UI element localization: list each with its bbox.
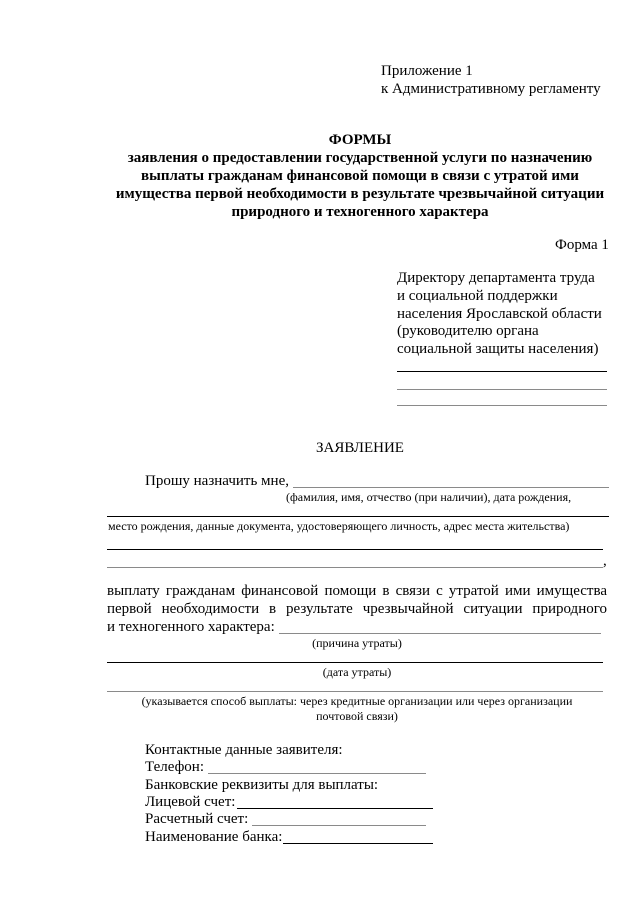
personal-account-field[interactable] bbox=[237, 808, 433, 809]
appendix-reference: к Административному регламенту bbox=[381, 81, 601, 97]
applicant-address-line-2[interactable] bbox=[107, 567, 603, 568]
personal-account-label: Лицевой счет: bbox=[145, 794, 236, 810]
settlement-account-field[interactable] bbox=[252, 825, 426, 826]
addressee-fill-line-1[interactable] bbox=[397, 371, 607, 372]
addressee-line-4: (руководителю органа bbox=[397, 323, 539, 339]
title-line-1: заявления о предоставлении государственной услуги по назначению bbox=[127, 150, 593, 166]
addressee-line-3: населения Ярославской области bbox=[397, 306, 602, 322]
bank-name-field[interactable] bbox=[283, 843, 433, 844]
phone-field[interactable] bbox=[208, 773, 426, 774]
hint-date: (дата утраты) bbox=[322, 665, 392, 679]
loss-date-field[interactable] bbox=[107, 662, 603, 663]
addressee-line-5: социальной защиты населения) bbox=[397, 341, 599, 357]
payment-method-field[interactable] bbox=[107, 691, 603, 692]
hint-reason: (причина утраты) bbox=[312, 636, 402, 650]
contacts-heading: Контактные данные заявителя: bbox=[145, 742, 343, 758]
addressee-line-2: и социальной поддержки bbox=[397, 288, 558, 304]
statement-heading: ЗАЯВЛЕНИЕ bbox=[316, 440, 404, 456]
hint-birthplace: место рождения, данные документа, удостоверяющего личность, адрес места жительства) bbox=[108, 519, 570, 533]
hint-payment-1: (указывается способ выплаты: через кредитные организации или через организации bbox=[141, 694, 573, 708]
title-line-4: природного и техногенного характера bbox=[231, 204, 489, 220]
addressee-line-1: Директору департамента труда bbox=[397, 270, 595, 286]
applicant-name-field[interactable] bbox=[293, 487, 609, 488]
appendix-number: Приложение 1 bbox=[381, 63, 473, 79]
title-line-2: выплаты гражданам финансовой помощи в связи с утратой ими bbox=[141, 168, 579, 184]
body-line-1: выплату гражданам финансовой помощи в связи с утратой ими имущества bbox=[107, 583, 607, 599]
hint-payment-2: почтовой связи) bbox=[316, 709, 398, 723]
hint-person: (фамилия, имя, отчество (при наличии), дата рождения, bbox=[286, 490, 572, 504]
loss-reason-field[interactable] bbox=[279, 633, 601, 634]
body-line-2: первой необходимости в результате чрезвычайной ситуации природного bbox=[107, 601, 607, 617]
addressee-fill-line-3[interactable] bbox=[397, 405, 607, 406]
form-label: Форма 1 bbox=[555, 237, 609, 253]
bank-details-label: Банковские реквизиты для выплаты: bbox=[145, 777, 379, 793]
phone-label: Телефон: bbox=[145, 759, 204, 775]
addressee-fill-line-2[interactable] bbox=[397, 389, 607, 390]
title-line-3: имущества первой необходимости в результате чрезвычайной ситуации bbox=[115, 186, 605, 202]
trailing-comma: , bbox=[603, 553, 607, 569]
title-heading: ФОРМЫ bbox=[328, 132, 392, 148]
request-prefix: Прошу назначить мне, bbox=[145, 473, 289, 489]
body-line-3: и техногенного характера: bbox=[107, 619, 275, 635]
applicant-address-line-1[interactable] bbox=[107, 549, 603, 550]
applicant-details-line[interactable] bbox=[107, 516, 609, 517]
settlement-account-label: Расчетный счет: bbox=[145, 811, 249, 827]
bank-name-label: Наименование банка: bbox=[145, 829, 283, 845]
